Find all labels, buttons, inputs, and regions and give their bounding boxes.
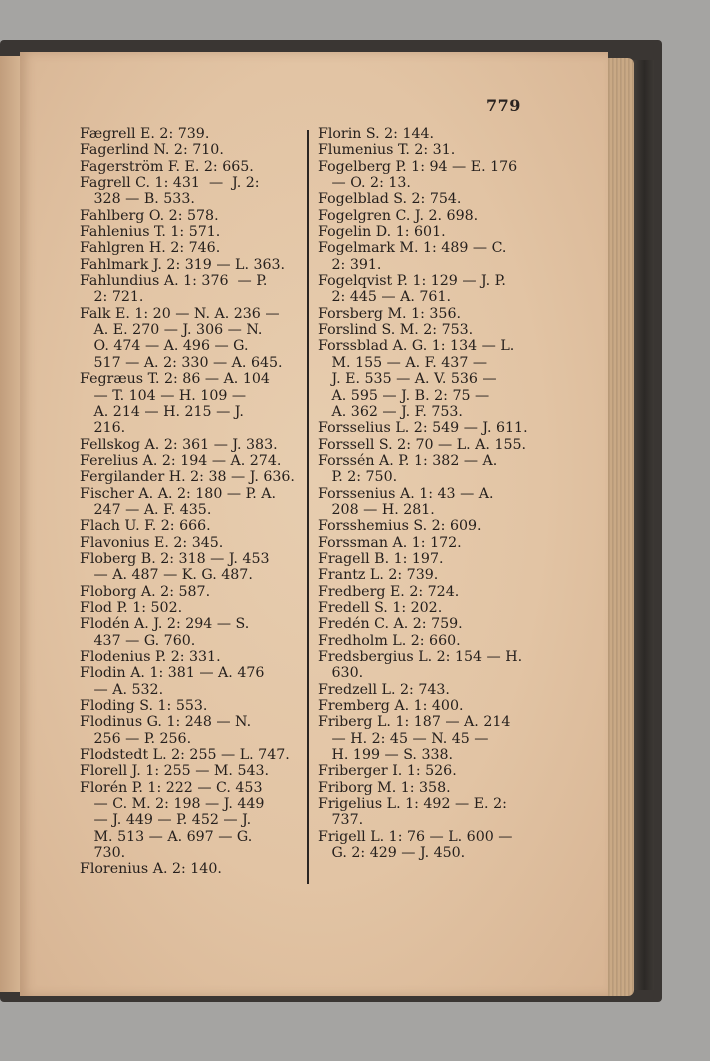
index-entry-line: Forssenius A. 1: 43 — A. [318,485,494,502]
index-entry-line: Fragell B. 1: 197. [318,550,444,567]
index-entry-line: Floding S. 1: 553. [80,698,208,715]
index-entry-line: M. 155 — A. F. 437 — [318,354,488,371]
index-entry-line: Floberg B. 2: 318 — J. 453 [80,550,270,567]
index-entry-line: 730. [80,845,126,862]
index-entry-line: A. 362 — J. F. 753. [318,403,463,420]
index-entry-line: Fellskog A. 2: 361 — J. 383. [80,436,278,453]
index-entry-line: Fredzell L. 2: 743. [318,681,450,698]
page-number: 779 [486,96,521,115]
index-entry-line: G. 2: 429 — J. 450. [318,845,466,862]
index-entry-line: Fredberg E. 2: 724. [318,583,460,600]
index-entry-line: 208 — H. 281. [318,501,435,518]
index-entry-line: Fremberg A. 1: 400. [318,698,464,715]
index-entry-line: Fagerström F. E. 2: 665. [80,158,254,175]
index-entry-line: O. 474 — A. 496 — G. [80,338,249,355]
index-entry-line: Floborg A. 2: 587. [80,583,211,600]
index-entry-line: Fredsbergius L. 2: 154 — H. [318,649,523,665]
index-entry-line: Fogelgren C. J. 2. 698. [318,207,479,224]
index-entry-line: Fredell S. 1: 202. [318,599,443,616]
index-entry-line: Fahlmark J. 2: 319 — L. 363. [80,256,286,273]
index-entry-line: Forsshemius S. 2: 609. [318,518,482,535]
index-entry-line: Friberger I. 1: 526. [318,763,457,780]
index-entry-line: Florell J. 1: 255 — M. 543. [80,763,270,780]
index-entry-line: Fahlberg O. 2: 578. [80,207,219,224]
index-entry-line: Frigelius L. 1: 492 — E. 2: [318,796,507,813]
index-entry-line: Fogelin D. 1: 601. [318,224,446,241]
index-entry-line: Fahlgren H. 2: 746. [80,240,221,257]
index-entry-line: Flach U. F. 2: 666. [80,518,211,535]
index-entry-line: Fredholm L. 2: 660. [318,632,461,649]
index-entry-line: Fahlenius T. 1: 571. [80,224,221,241]
index-entry-line: Friborg M. 1: 358. [318,779,451,796]
index-entry-line: Forssén A. P. 1: 382 — A. [318,452,498,469]
index-entry-line: 2: 391. [318,256,382,273]
index-entry-line: Flod P. 1: 502. [80,599,183,616]
index-entry-line: Frigell L. 1: 76 — L. 600 — [318,828,513,845]
index-entry-line: Friberg L. 1: 187 — A. 214 [318,714,511,731]
column-divider [307,130,309,884]
index-entry-line: 517 — A. 2: 330 — A. 645. [80,354,283,371]
index-entry-line: Fogelblad S. 2: 754. [318,191,462,208]
index-entry-line: 2: 445 — A. 761. [318,289,451,306]
index-entry-line: Forslind S. M. 2: 753. [318,322,474,339]
index-entry-line: Fogelmark M. 1: 489 — C. [318,240,507,257]
index-entry-line: Florenius A. 2: 140. [80,861,222,878]
index-entry-line: Flodin A. 1: 381 — A. 476 [80,665,265,682]
index-entry-line: Forssell S. 2: 70 — L. A. 155. [318,436,527,453]
index-entry-line: Fogelberg P. 1: 94 — E. 176 [318,158,518,175]
index-column-right [318,126,536,861]
index-entry-line: — T. 104 — H. 109 — [80,387,247,404]
index-entry-line: — A. 487 — K. G. 487. [80,567,253,584]
index-entry-line: H. 199 — S. 338. [318,747,454,764]
index-entry-line: Fegræus T. 2: 86 — A. 104 [80,371,270,388]
index-entry-line: Ferelius A. 2: 194 — A. 274. [80,452,282,469]
index-entry-line: — C. M. 2: 198 — J. 449 [80,796,265,813]
index-entry-line: 630. [318,665,364,682]
index-entry-line: Florén P. 1: 222 — C. 453 [80,779,263,796]
index-entry-line: Forsselius L. 2: 549 — J. 611. [318,420,528,437]
index-entry-line: Fægrell E. 2: 739. [80,126,210,142]
index-entry-line: Fogelqvist P. 1: 129 — J. P. [318,273,506,290]
index-entry-line: Flodén A. J. 2: 294 — S. [80,616,250,633]
index-entry-line: Flumenius T. 2: 31. [318,142,456,159]
index-entry-line: — J. 449 — P. 452 — J. [80,812,252,829]
index-entry-line: Falk E. 1: 20 — N. A. 236 — [80,305,280,322]
index-entry-line: — O. 2: 13. [318,175,411,192]
index-entry-line: P. 2: 750. [318,469,398,486]
index-entry-line: M. 513 — A. 697 — G. [80,828,253,845]
index-entry-line: Fergilander H. 2: 38 — J. 636. [80,469,295,486]
index-entry-line: Flodstedt L. 2: 255 — L. 747. [80,747,290,764]
index-entry-line: Forssman A. 1: 172. [318,534,462,551]
index-entry-line: 437 — G. 760. [80,632,196,649]
index-entry-line: — H. 2: 45 — N. 45 — [318,730,489,747]
index-entry-line: — A. 532. [80,681,164,698]
index-entry-line: A. 595 — J. B. 2: 75 — [318,387,490,404]
index-entry-line: Fagerlind N. 2: 710. [80,142,224,159]
index-entry-line: 2: 721. [80,289,144,306]
index-column-left [80,126,302,878]
index-entry-line: J. E. 535 — A. V. 536 — [318,371,497,388]
index-entry-line: Frantz L. 2: 739. [318,567,439,584]
index-entry-line: Flodenius P. 2: 331. [80,649,221,665]
index-entry-line: 328 — B. 533. [80,191,195,208]
index-entry-line: Fahlundius A. 1: 376 — P. [80,273,268,290]
index-entry-line: Fagrell C. 1: 431 — J. 2: [80,175,260,192]
index-entry-line: Flodinus G. 1: 248 — N. [80,714,252,731]
index-entry-line: 256 — P. 256. [80,730,192,747]
index-entry-line: Forsberg M. 1: 356. [318,305,461,322]
index-entry-line: Florin S. 2: 144. [318,126,435,142]
index-entry-line: 737. [318,812,364,829]
index-entry-line: Fischer A. A. 2: 180 — P. A. [80,485,277,502]
index-entry-line: 216. [80,420,126,437]
index-entry-line: Fredén C. A. 2: 759. [318,616,463,633]
index-entry-line: Forssblad A. G. 1: 134 — L. [318,338,515,355]
index-entry-line: A. 214 — H. 215 — J. [80,403,244,420]
index-entry-line: A. E. 270 — J. 306 — N. [80,322,263,339]
index-entry-line: 247 — A. F. 435. [80,501,212,518]
left-page-edge [0,56,22,992]
index-entry-line: Flavonius E. 2: 345. [80,534,224,551]
